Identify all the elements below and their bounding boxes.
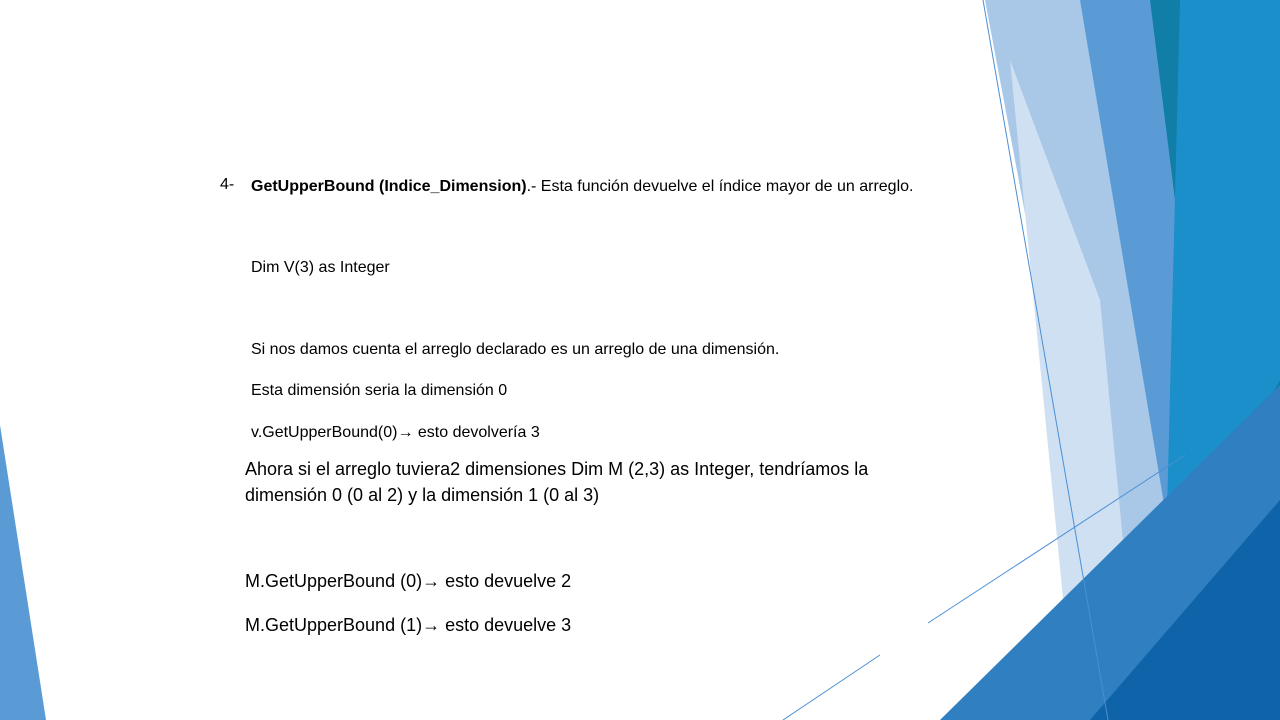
item-number: 4- bbox=[220, 176, 235, 193]
dim-v-line: Dim V(3) as Integer bbox=[251, 259, 390, 276]
thin-line bbox=[783, 655, 880, 720]
m-example-0: M.GetUpperBound (0)→ esto devuelve 2 bbox=[245, 571, 572, 591]
m-example-1: M.GetUpperBound (1)→ esto devuelve 3 bbox=[245, 615, 572, 635]
dimension-note: Si nos damos cuenta el arreglo declarado es un arreglo de una dimensión. bbox=[251, 341, 780, 358]
left-edge-shape bbox=[0, 425, 46, 720]
function-title: GetUpperBound (Indice_Dimension) bbox=[251, 178, 527, 195]
v-example-line: v.GetUpperBound(0)→ esto devolvería 3 bbox=[251, 424, 540, 441]
function-description: .- Esta función devuelve el índice mayor de un arreglo. bbox=[526, 178, 914, 195]
item-description bbox=[251, 176, 917, 197]
two-dimension-paragraph: Ahora si el arreglo tuviera2 dimensiones Dim M (2,3) as Integer, tendríamos la dimensión 0 (0 al 2) y la dimensión 1 (0 al 3) bbox=[245, 459, 869, 505]
dimension-zero-line: Esta dimensión seria la dimensión 0 bbox=[251, 382, 508, 399]
